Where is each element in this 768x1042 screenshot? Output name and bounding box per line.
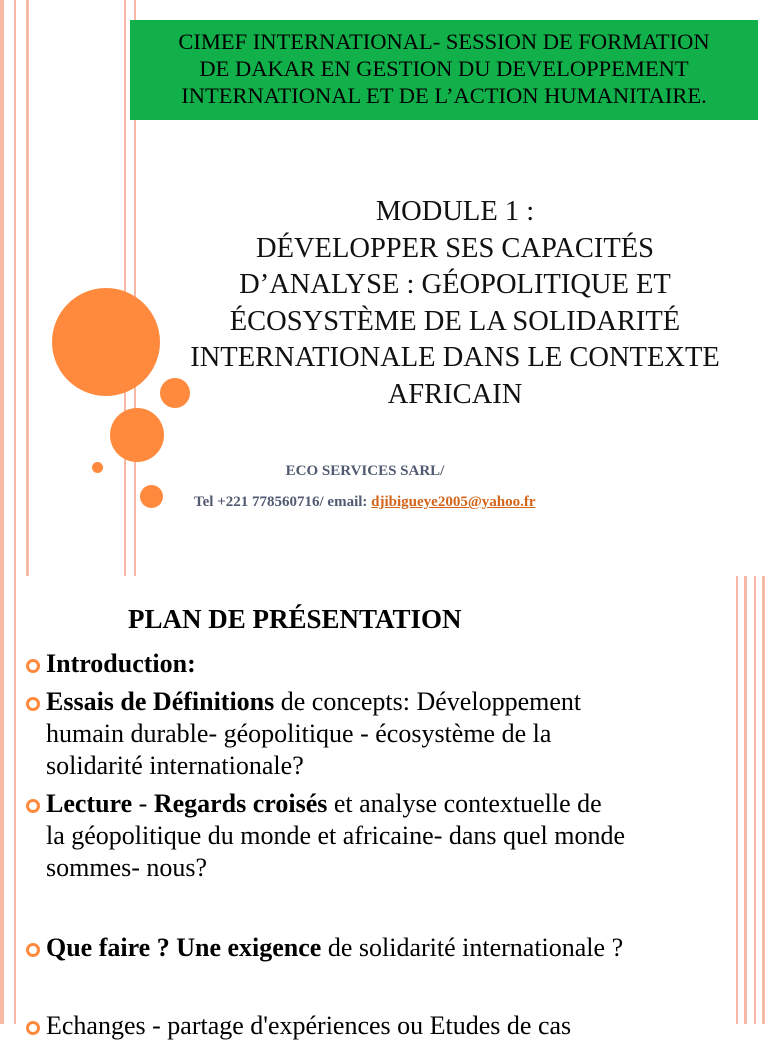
stripe-decoration [14,576,16,1024]
stripe-decoration [754,576,756,1024]
header-line: INTERNATIONAL ET DE L’ACTION HUMANITAIRE. [181,83,707,108]
contact-phone: Tel +221 778560716/ email: [194,494,372,510]
decorative-circle [110,408,164,462]
bullet-echanges: Echanges - partage d'expériences ou Etudes de cas [26,1010,746,1042]
bullet-ring-icon [26,697,40,711]
header-line: CIMEF INTERNATIONAL- SESSION DE FORMATION [178,29,710,54]
bullet-list [26,648,746,1042]
stripe-decoration [124,0,126,576]
module-title-line: DÉVELOPPER SES CAPACITÉS [255,232,655,264]
header-line: DE DAKAR EN GESTION DU DEVELOPPEMENT [199,56,689,81]
bullet-ring-icon [26,1021,40,1035]
decorative-circle [92,462,103,473]
company-name: ECO SERVICES SARL/ [285,463,445,479]
stripe-decoration [26,0,29,576]
stripe-decoration [762,576,765,1024]
bullet-lecture: Lecture - Regards croisés et analyse contextuelle de la géopolitique du monde et africaine- dans quel monde sommes- nous? [26,788,746,884]
stripe-decoration [14,0,16,576]
module-title-line: INTERNATIONALE DANS LE CONTEXTE [190,342,720,373]
module-title-line: D’ANALYSE : GÉOPOLITIQUE ET [239,269,671,300]
stripe-decoration [0,576,4,1024]
plan-slide [0,576,768,1040]
bullet-introduction: Introduction: [26,648,746,680]
bullet-ring-icon [26,659,40,673]
decorative-circle [140,485,163,508]
decorative-circle-large [52,288,160,396]
module-title-line: AFRICAIN [387,378,523,410]
module-title [150,194,760,413]
bullet-definitions: Essais de Définitions de concepts: Développement humain durable- géopolitique - écosystème de la solidarité internationale? [26,686,746,782]
module-title-line: MODULE 1 : [375,196,535,227]
plan-title: PLAN DE PRÉSENTATION [128,604,462,634]
bullet-que-faire: Que faire ? Une exigence de solidarité internationale ? [26,932,746,964]
module-title-line: ÉCOSYSTÈME DE LA SOLIDARITÉ [229,305,681,337]
contact-line [194,494,536,511]
header-banner [130,20,758,120]
email-link[interactable]: djibigueye2005@yahoo.fr [371,494,536,510]
stripe-decoration [0,0,4,576]
bullet-ring-icon [26,943,40,957]
bullet-ring-icon [26,799,40,813]
